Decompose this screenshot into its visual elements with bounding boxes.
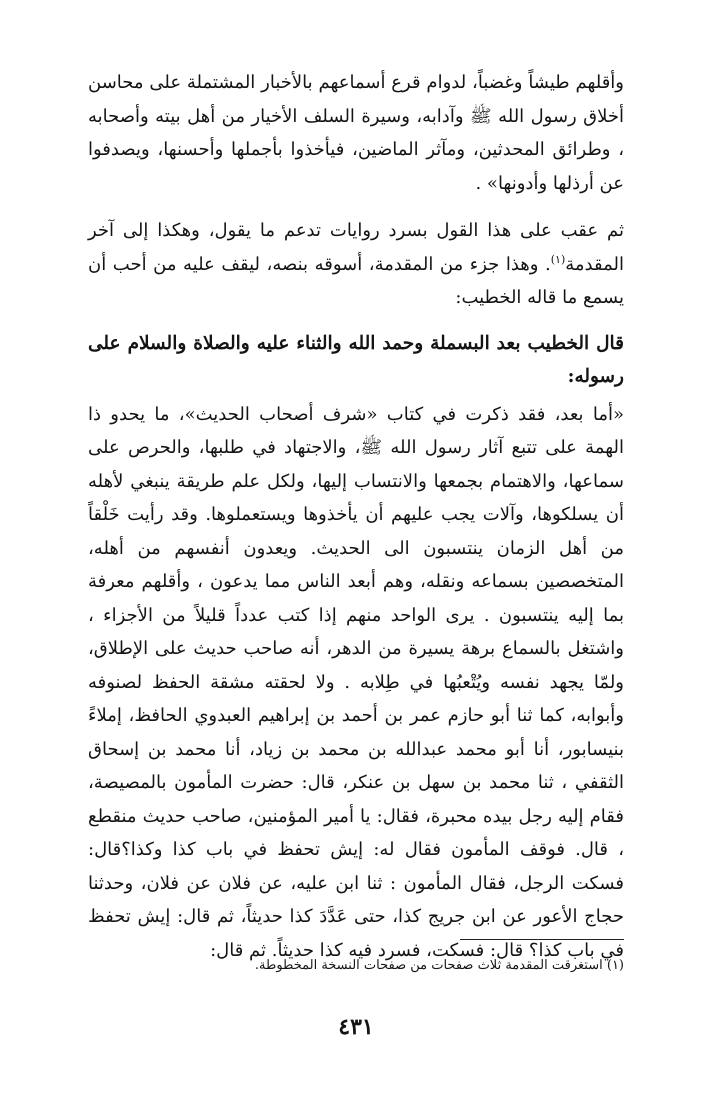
page-number: ٤٣١ bbox=[338, 1014, 374, 1040]
commentary-paragraph bbox=[88, 214, 624, 315]
section-heading: قال الخطيب بعد البسملة وحمد الله والثناء عليه والصلاة والسلام على رسوله: bbox=[88, 332, 624, 387]
footnote-reference: (١) bbox=[550, 252, 566, 266]
commentary-text-start: ثم عقب على هذا القول بسرد روايات تدعم ما يقول، وهكذا إلى آخر المقدمة bbox=[88, 220, 624, 275]
commentary-text-end: . وهذا جزء من المقدمة، أسوقه بنصه، ليقف عليه من أحب أن يسمع ما قاله الخطيب: bbox=[88, 253, 624, 308]
quoted-text-paragraph: «أما بعد، فقد ذكرت في كتاب «شرف أصحاب الحديث»، ما يحدو ذا الهمة على تتبع آثار رسول الله ﷺ، والاجتهاد في طلبها، والحرص على سماعها، والاهتمام بجمعها والانتساب إليها، ولكل علم طريقة ينبغي لأهله أن يسلكوها، وآلات يجب عليهم أن يأخذوها ويستعملوها. وقد رأيت خَلْقاً من أهل الزمان ينتسبون الى الحديث. ويعدون أنفسهم من أهله، المتخصصين بسماعه ونقله، وهم أبعد الناس مما يدعون ، وأقلهم معرفة بما إليه ينتسبون . يرى الواحد منهم إذا كتب عدداً قليلاً من الأجزاء ، واشتغل بالسماع برهة يسيرة من الدهر، أنه صاحب حديث على الإطلاق، ولمّا يجهد نفسه ويُتْعبُها في طِلابه . ولا لحقته مشقة الحفظ لصنوفه وأبوابه، كما ثنا أبو حازم عمر بن أحمد بن إبراهيم العبدوي الحافظ، إملاءً بنيسابور، أنا أبو محمد عبدالله بن محمد بن زياد، أنا محمد بن إسحاق الثقفي ، ثنا محمد بن سهل بن عنكر، قال: حضرت المأمون بالمصيصة، فقام إليه رجل بيده محبرة، فقال: يا أمير المؤمنين، صاحب حديث منقطع ، قال. فوقف المأمون فقال له: إيش تحفظ في باب كذا وكذا؟قال: فسكت الرجل، فقال المأمون : ثنا ابن عليه، عن فلان عن فلان، وحدثنا حجاج الأعور عن ابن جريج كذا، حتى عَدَّدَ كذا حديثاً، ثم قال: إيش تحفظ في باب كذا؟ قال: فسكت، فسرد فيه كذا حديثاً. ثم قال: bbox=[88, 403, 624, 961]
footnote-divider bbox=[460, 939, 624, 940]
footnote: (١) استغرقت المقدمة ثلاث صفحات من صفحات النسخة المخطوطة. bbox=[254, 958, 624, 973]
intro-paragraph: وأقلهم طيشاً وغضباً، لدوام قرع أسماعهم بالأخبار المشتملة على محاسن أخلاق رسول الله ﷺ وآدابه، وسيرة السلف الأخيار من أهل بيته وأصحابه ، وطرائق المحدثين، ومآثر الماضين، فيأخذوا بأجملها وأحسنها، ويصدفوا عن أرذلها وأدونها» . bbox=[88, 72, 624, 194]
book-page bbox=[88, 66, 624, 1107]
